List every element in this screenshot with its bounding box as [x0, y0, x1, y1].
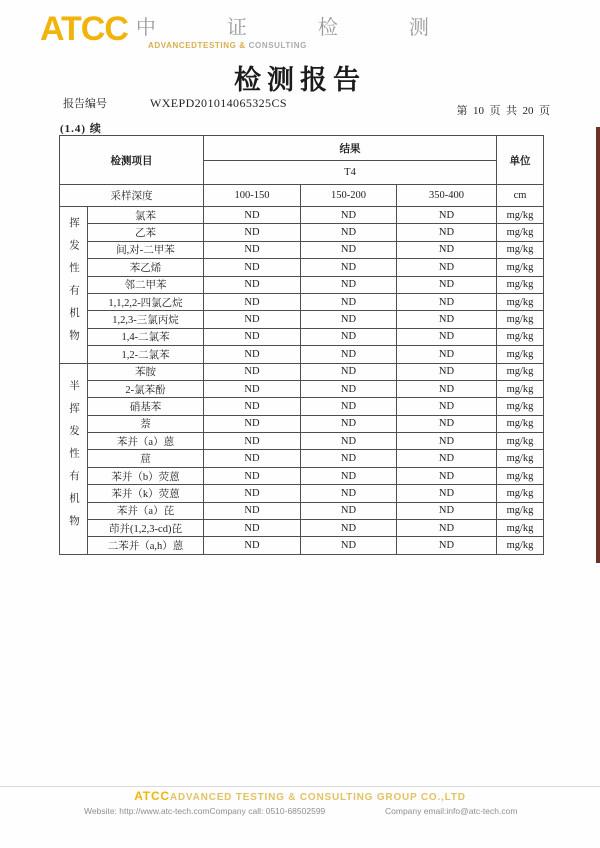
group-label: 挥发性有机物 [60, 207, 88, 364]
result-value: ND [204, 433, 301, 450]
footer-brand-text: ATCC [134, 789, 170, 803]
result-value: ND [204, 398, 301, 415]
result-value: ND [301, 328, 397, 345]
result-value: ND [204, 467, 301, 484]
table-row [60, 433, 544, 450]
unit-value: mg/kg [497, 311, 544, 328]
result-value: ND [204, 328, 301, 345]
table-row [60, 398, 544, 415]
unit-value: mg/kg [497, 346, 544, 363]
table-row [60, 224, 544, 241]
compound-name: 䓛 [88, 450, 204, 467]
report-number-value: WXEPD201014065325CS [150, 96, 287, 110]
result-value: ND [204, 224, 301, 241]
unit-value: mg/kg [497, 293, 544, 310]
table-row [60, 346, 544, 363]
compound-name: 间,对-二甲苯 [88, 241, 204, 258]
compound-name: 苯并（a）蒽 [88, 433, 204, 450]
page-title: 检测报告 [234, 65, 366, 95]
result-value: ND [204, 415, 301, 432]
unit-value: mg/kg [497, 276, 544, 293]
table-row [60, 520, 544, 537]
result-value: ND [301, 311, 397, 328]
result-value: ND [204, 380, 301, 397]
result-value: ND [204, 241, 301, 258]
result-value: ND [397, 346, 497, 363]
result-value: ND [301, 502, 397, 519]
compound-name: 1,4-二氯苯 [88, 328, 204, 345]
unit-header-cell: 单位 [497, 136, 544, 185]
result-value: ND [301, 520, 397, 537]
result-value: ND [397, 363, 497, 380]
result-value: ND [204, 363, 301, 380]
results-table [59, 135, 544, 555]
result-value: ND [397, 311, 497, 328]
table-row [60, 467, 544, 484]
result-value: ND [204, 485, 301, 502]
table-row [60, 363, 544, 380]
unit-value: mg/kg [497, 433, 544, 450]
result-value: ND [301, 241, 397, 258]
footer-website-and-phone [84, 806, 325, 816]
result-value: ND [301, 398, 397, 415]
table-row [60, 311, 544, 328]
depth-row [60, 185, 544, 207]
item-header-cell: 检测项目 [60, 136, 204, 185]
unit-value: mg/kg [497, 537, 544, 554]
result-value: ND [204, 207, 301, 224]
result-value: ND [301, 485, 397, 502]
report-number-label: 报告编号 [63, 98, 107, 110]
result-value: ND [397, 241, 497, 258]
result-value: ND [204, 502, 301, 519]
table-row [60, 293, 544, 310]
result-value: ND [397, 502, 497, 519]
result-value: ND [397, 520, 497, 537]
compound-name: 苯并（a）芘 [88, 502, 204, 519]
result-value: ND [397, 415, 497, 432]
unit-value: mg/kg [497, 485, 544, 502]
page-counter: 第 10 页 共 20 页 [456, 105, 550, 117]
footer-website: Website: http://www.atc-tech.com [84, 806, 210, 816]
result-value: ND [301, 346, 397, 363]
unit-value: mg/kg [497, 520, 544, 537]
unit-value: mg/kg [497, 380, 544, 397]
logo-chinese-text: 中 证 检 测 [135, 17, 462, 39]
logo-subtitle [148, 41, 307, 50]
table-row [60, 259, 544, 276]
result-value: ND [301, 207, 397, 224]
result-value: ND [397, 207, 497, 224]
compound-name: 1,1,2,2-四氯乙烷 [88, 293, 204, 310]
result-value: ND [397, 328, 497, 345]
result-value: ND [204, 311, 301, 328]
result-value: ND [301, 363, 397, 380]
result-value: ND [204, 520, 301, 537]
logo-subtitle-right: CONSULTING [248, 41, 307, 50]
compound-name: 萘 [88, 415, 204, 432]
logo-brand-text: ATCC [40, 10, 128, 48]
unit-value: mg/kg [497, 467, 544, 484]
compound-name: 苯并（b）荧蒽 [88, 467, 204, 484]
result-value: ND [397, 293, 497, 310]
depth-value-cell: 350-400 [397, 185, 497, 207]
depth-label-cell: 采样深度 [60, 185, 204, 207]
result-value: ND [301, 276, 397, 293]
result-value: ND [397, 485, 497, 502]
result-value: ND [301, 415, 397, 432]
result-value: ND [301, 293, 397, 310]
group-label: 半挥发性有机物 [60, 363, 88, 554]
result-value: ND [204, 450, 301, 467]
unit-value: mg/kg [497, 207, 544, 224]
result-value: ND [301, 433, 397, 450]
footer-brand-line [0, 789, 600, 803]
unit-value: mg/kg [497, 363, 544, 380]
compound-name: 硝基苯 [88, 398, 204, 415]
result-value: ND [397, 537, 497, 554]
result-value: ND [397, 380, 497, 397]
result-value: ND [397, 467, 497, 484]
result-value: ND [301, 537, 397, 554]
result-value: ND [204, 293, 301, 310]
result-value: ND [301, 224, 397, 241]
section-label: (1.4) 续 [60, 123, 102, 135]
unit-value: mg/kg [497, 415, 544, 432]
compound-name: 茚并(1,2,3-cd)芘 [88, 520, 204, 537]
table-row [60, 485, 544, 502]
sample-id-cell: T4 [204, 161, 497, 185]
table-row [60, 537, 544, 554]
compound-name: 二苯并（a,h）蒽 [88, 537, 204, 554]
result-value: ND [301, 467, 397, 484]
unit-value: mg/kg [497, 241, 544, 258]
compound-name: 氯苯 [88, 207, 204, 224]
result-value: ND [204, 537, 301, 554]
table-row [60, 415, 544, 432]
depth-unit-cell: cm [497, 185, 544, 207]
compound-name: 邻二甲苯 [88, 276, 204, 293]
result-value: ND [397, 224, 497, 241]
footer-phone: Company call: 0510-68502599 [209, 806, 326, 816]
unit-value: mg/kg [497, 502, 544, 519]
footer-brand-rest: ADVANCED TESTING & CONSULTING GROUP CO.,LTD [169, 792, 466, 803]
depth-value-cell: 100-150 [204, 185, 301, 207]
result-value: ND [204, 276, 301, 293]
result-value: ND [301, 259, 397, 276]
unit-value: mg/kg [497, 450, 544, 467]
table-row [60, 502, 544, 519]
table-header-row-1 [60, 136, 544, 161]
compound-name: 苯乙烯 [88, 259, 204, 276]
compound-name: 苯并（k）荧蒽 [88, 485, 204, 502]
result-value: ND [301, 380, 397, 397]
result-value: ND [397, 398, 497, 415]
compound-name: 苯胺 [88, 363, 204, 380]
result-value: ND [397, 276, 497, 293]
compound-name: 乙苯 [88, 224, 204, 241]
compound-name: 1,2-二氯苯 [88, 346, 204, 363]
result-header-cell: 结果 [204, 136, 497, 161]
footer-contact-line [0, 806, 600, 820]
right-edge-accent-line [596, 127, 600, 563]
unit-value: mg/kg [497, 224, 544, 241]
result-value: ND [204, 346, 301, 363]
footer-divider [0, 786, 600, 787]
table-row [60, 207, 544, 224]
compound-name: 2-氯苯酚 [88, 380, 204, 397]
table-row [60, 241, 544, 258]
result-value: ND [204, 259, 301, 276]
result-value: ND [397, 259, 497, 276]
table-row [60, 276, 544, 293]
unit-value: mg/kg [497, 259, 544, 276]
table-row [60, 380, 544, 397]
table-row [60, 450, 544, 467]
result-value: ND [397, 433, 497, 450]
unit-value: mg/kg [497, 398, 544, 415]
logo-subtitle-left: ADVANCEDTESTING & [148, 41, 246, 50]
depth-value-cell: 150-200 [301, 185, 397, 207]
unit-value: mg/kg [497, 328, 544, 345]
result-value: ND [301, 450, 397, 467]
result-value: ND [397, 450, 497, 467]
footer-email: Company email:info@atc-tech.com [385, 806, 518, 816]
compound-name: 1,2,3-三氯丙烷 [88, 311, 204, 328]
table-row [60, 328, 544, 345]
results-table-body [60, 136, 544, 555]
